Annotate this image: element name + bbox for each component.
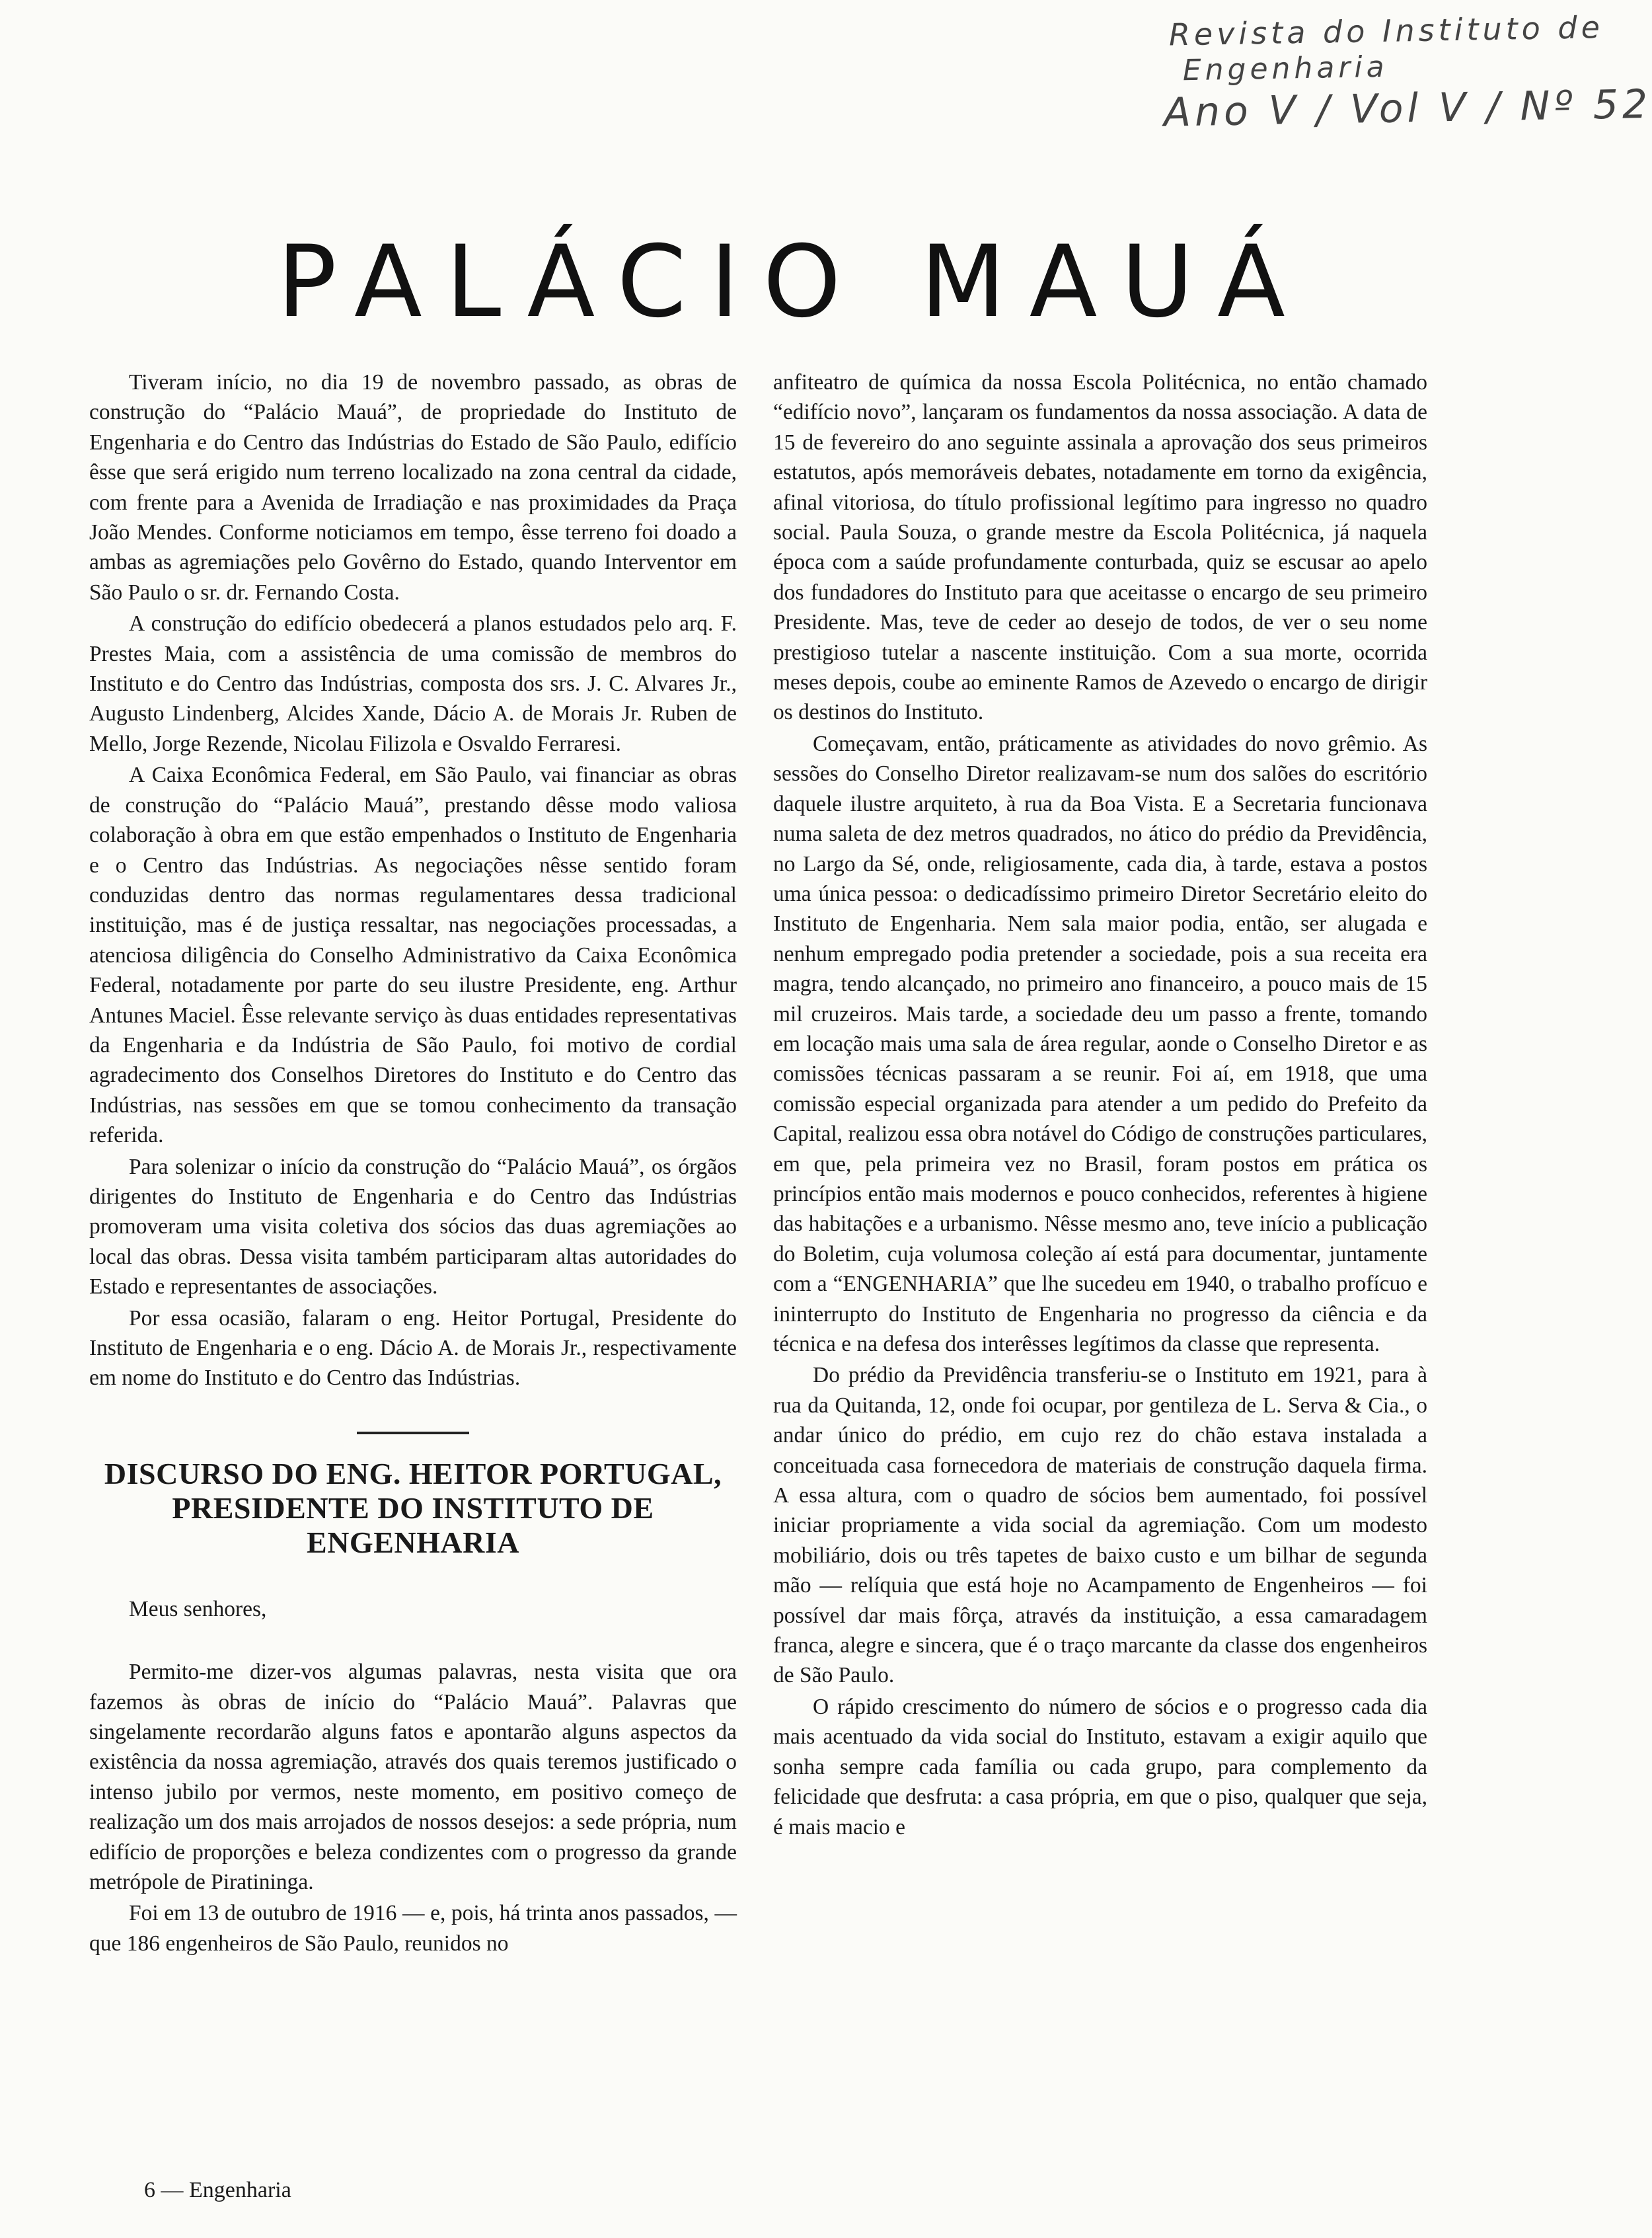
- page-title: PALÁCIO MAUÁ: [277, 225, 1309, 340]
- speech-paragraph: Do prédio da Previdência transferiu-se o Instituto em 1921, para à rua da Quitanda, 12, onde foi ocupar, por gentileza de L. Serva & Cia., o andar único do prédio, em cujo rez do chão estava instalada a conceituada casa fornecedora de materiais de construção daquela firma. A essa altura, com o quadro de sócios bem aumentado, foi possível iniciar propriamente a vida social da agremiação. Com um modesto mobiliário, dois ou três tapetes de baixo custo e um bilhar de segunda mão — relíquia que está hoje no Acampamento de Engenheiros — foi possível dar mais fôrça, através da instituição, a essa camaradagem franca, alegre e sincera, que é o traço marcante da classe dos engenheiros de São Paulo.: [773, 1363, 1427, 1688]
- article-paragraph: Por essa ocasião, falaram o eng. Heitor Portugal, Presidente do Instituto de Engenharia e o eng. Dácio A. de Morais Jr., respectivamente em nome do Instituto e do Centro das Indústrias.: [89, 1305, 737, 1391]
- speech-paragraph: anfiteatro de química da nossa Escola Politécnica, no então chamado “edifício novo”, lançaram os fundamentos da nossa associação. A data de 15 de fevereiro do ano seguinte assinala a aprovação dos seus primeiros estatutos, após memoráveis debates, notadamente em torno da exigência, afinal vitoriosa, do título profissional legítimo para ingresso no quadro social. Paula Souza, o grande mestre da Escola Politécnica, já naquela época com a saúde profundamente conturbada, quiz se escusar ao apelo dos fundadores do Instituto para que aceitasse o encargo de seu primeiro Presidente. Mas, teve de ceder ao desejo de todos, de ver o seu nome prestigioso tutelar a nascente instituição. Com a sua morte, ocorrida meses depois, coube ao eminente Ramos de Azevedo o encargo de dirigir os destinos do Instituto.: [773, 370, 1427, 725]
- article-paragraph: A Caixa Econômica Federal, em São Paulo, vai financiar as obras de construção do “Palácio Mauá”, prestando dêsse modo valiosa colaboração à obra em que estão empenhados o Instituto de Engenharia e o Centro das Indústrias. As negociações nêsse sentido foram conduzidas dentro das normas regulamentares dessa tradicional instituição, mas é de justiça ressaltar, nas negociações processadas, a atenciosa diligência do Conselho Administrativo da Caixa Econômica Federal, notadamente por parte do seu ilustre Presidente, eng. Arthur Antunes Maciel. Êsse relevante serviço às duas entidades representativas da Engenharia e da Indústria de São Paulo, foi motivo de cordial agradecimento dos Conselhos Diretores do Instituto e do Centro das Indústrias, nas sessões em que se tomou conhecimento da transação referida.: [89, 763, 737, 1148]
- speech-paragraph: Foi em 13 de outubro de 1916 — e, pois, há trinta anos passados, — que 186 engenheiros de São Paulo, reunidos no: [89, 1901, 737, 1956]
- speech-paragraph: Permito-me dizer-vos algumas palavras, nesta visita que ora fazemos às obras de início do “Palácio Mauá”. Palavras que singelamente recordarão alguns fatos e apontarão alguns aspectos da existência da nossa agremiação, através dos quais teremos justificado o intenso jubilo por vermos, neste momento, em positivo começo de realização um dos mais arrojados de nossos desejos: a sede própria, num edifício de proporções e beleza condizentes com o progresso da grande metrópole de Piratininga.: [89, 1660, 737, 1895]
- page-footer: 6 — Engenharia: [144, 2178, 291, 2202]
- speech-greeting: Meus senhores,: [129, 1596, 267, 1621]
- section-divider: [357, 1432, 469, 1434]
- handwritten-line-3: Ano V / Vol V / Nº 52: [1163, 81, 1652, 136]
- handwritten-annotation: [1142, 9, 1652, 137]
- article-paragraph: Tiveram início, no dia 19 de novembro passado, as obras de construção do “Palácio Mauá”, de propriedade do Instituto de Engenharia e do Centro das Indústrias do Estado de São Paulo, edifício êsse que será erigido num terreno localizado na zona central da cidade, com frente para a Avenida de Irradiação e nas proximidades da Praça João Mendes. Conforme noticiamos em tempo, êsse terreno foi doado a ambas as agremiações pelo Govêrno do Estado, quando Interventor em São Paulo o sr. dr. Fernando Costa.: [89, 370, 737, 605]
- handwritten-line-2: Engenharia: [1182, 50, 1388, 88]
- speech-heading: DISCURSO DO ENG. HEITOR PORTUGAL, PRESIDENTE DO INSTITUTO DE ENGENHARIA: [104, 1456, 722, 1559]
- speech-paragraph: O rápido crescimento do número de sócios e o progresso cada dia mais acentuado da vida social do Instituto, estavam a exigir aquilo que sonha sempre cada família ou cada grupo, para complemento da felicidade que desfruta: a casa própria, em que o piso, qualquer que seja, é mais macio e: [773, 1694, 1427, 1839]
- right-column: [773, 367, 1427, 1842]
- left-column: [89, 367, 737, 1958]
- handwritten-line-1: Revista do Instituto de: [1168, 9, 1604, 53]
- article-paragraph: Para solenizar o início da construção do “Palácio Mauá”, os órgãos dirigentes do Instituto de Engenharia e do Centro das Indústrias promoveram uma visita coletiva dos sócios das duas agremiações ao local das obras. Dessa visita também participaram altas autoridades do Estado e representantes de associações.: [89, 1154, 737, 1299]
- speech-paragraph: Começavam, então, práticamente as atividades do novo grêmio. As sessões do Conselho Diretor realizavam-se num dos salões do escritório daquele ilustre arquiteto, à rua da Boa Vista. E a Secretaria funcionava numa saleta de dez metros quadrados, no ático do prédio da Previdência, no Largo da Sé, onde, religiosamente, cada dia, à tarde, estava a postos uma única pessoa: o dedicadíssimo primeiro Diretor Secretário eleito do Instituto de Engenharia. Nem sala maior podia, então, ser alugada e nenhum empregado podia pretender a sociedade, pois a sua receita era magra, tendo alcançado, no primeiro ano financeiro, a pouco mais de 15 mil cruzeiros. Mais tarde, a sociedade deu um passo a frente, tomando em locação mais uma sala de área regular, aonde o Conselho Diretor e as comissões técnicas passaram a se reunir. Foi aí, em 1918, que uma comissão especial organizada para atender a um pedido do Prefeito da Capital, realizou essa obra notável do Código de construções particulares, em que, pela primeira vez no Brasil, foram postos em prática os princípios então mais modernos e pouco conhecidos, referentes à higiene das habitações e a urbanismo. Nêsse mesmo ano, teve início a publicação do Boletim, cuja volumosa coleção aí está para documentar, juntamente com a “ENGENHARIA” que lhe sucedeu em 1940, o trabalho profícuo e ininterrupto do Instituto de Engenharia no progresso da ciência e da técnica e na defesa dos interêsses legítimos da classe que representa.: [773, 731, 1427, 1356]
- article-paragraph: A construção do edifício obedecerá a planos estudados pelo arq. F. Prestes Maia, com a assistência de uma comissão de membros do Instituto e do Centro das Indústrias, composta dos srs. J. C. Alvares Jr., Augusto Lindenberg, Alcides Xande, Dácio A. de Morais Jr. Ruben de Mello, Jorge Rezende, Nicolau Filizola e Osvaldo Ferraresi.: [89, 611, 737, 756]
